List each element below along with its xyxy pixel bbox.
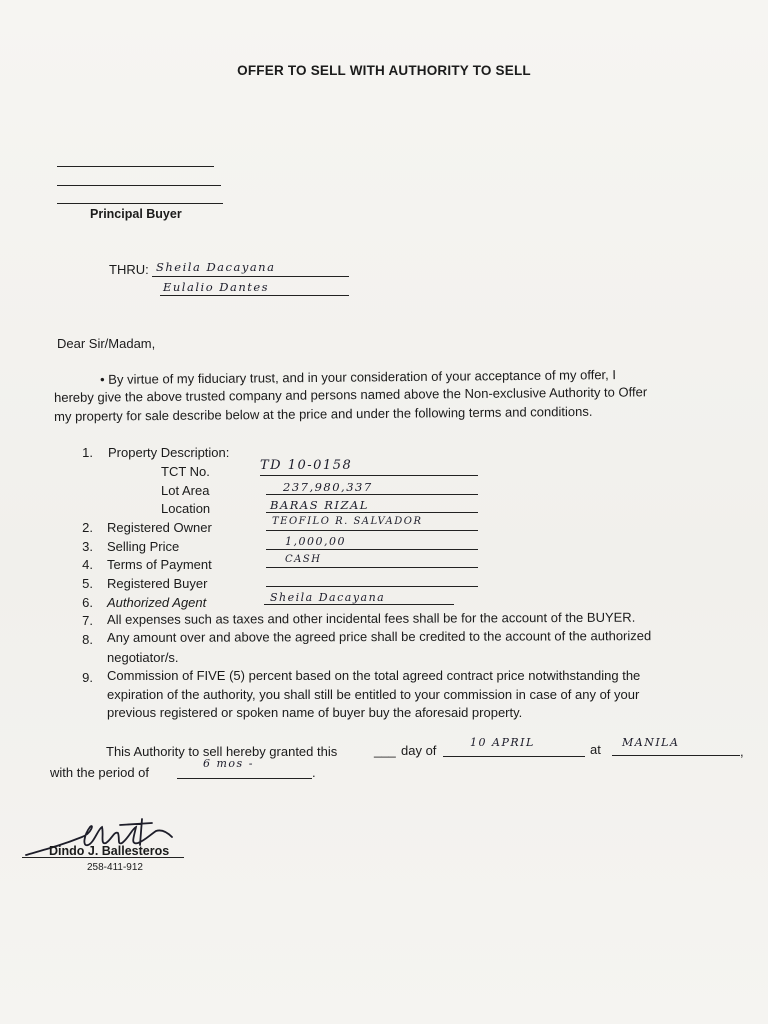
- intro-line-3: my property for sale describe below at the price and under the following terms and conditions.: [54, 403, 593, 424]
- item-number: 2.: [82, 520, 93, 535]
- item-label-property-description: Property Description:: [108, 445, 230, 460]
- tct-label: TCT No.: [161, 464, 210, 479]
- grant-place-line: [612, 755, 740, 756]
- item-label-registered-owner: Registered Owner: [107, 520, 212, 535]
- thru-line-1: [152, 276, 349, 277]
- lot-area-label: Lot Area: [161, 483, 210, 498]
- terms-of-payment-value: CASH: [285, 554, 322, 565]
- principal-buyer-label: Principal Buyer: [90, 207, 182, 221]
- tct-value: TD 10-0158: [260, 458, 353, 473]
- period-line: [177, 778, 312, 779]
- thru-name-2: Eulalio Dantes: [163, 280, 270, 294]
- salutation: Dear Sir/Madam,: [57, 336, 156, 351]
- item-label-registered-buyer: Registered Buyer: [107, 576, 208, 591]
- registered-owner-value: TEOFILO R. SALVADOR: [272, 516, 423, 527]
- location-line: [266, 512, 478, 513]
- thru-label: THRU:: [109, 262, 149, 277]
- grant-comma: ,: [740, 744, 744, 759]
- item-number: 4.: [82, 557, 93, 572]
- thru-name-1: Sheila Dacayana: [156, 260, 276, 274]
- registered-owner-line: [266, 530, 478, 531]
- grant-place-value: MANILA: [622, 736, 680, 749]
- authorized-agent-value: Sheila Dacayana: [270, 591, 386, 604]
- period-prefix: with the period of: [50, 765, 150, 780]
- lot-area-value: 237,980,337: [283, 480, 373, 494]
- item-9-line-3: previous registered or spoken name of buyer buy the aforesaid property.: [107, 705, 523, 720]
- item-number: 7.: [82, 613, 93, 628]
- signatory-name: Dindo J. Ballesteros: [49, 844, 170, 858]
- grant-date-line: [443, 756, 585, 757]
- period-dot: .: [312, 765, 316, 780]
- grant-day-blank: ___: [374, 743, 396, 758]
- intro-line-1: • By virtue of my fiduciary trust, and in your consideration of your acceptance of my offer, I: [100, 367, 617, 387]
- item-number: 3.: [82, 539, 93, 554]
- signatory-number: 258-411-912: [87, 862, 143, 873]
- item-label-terms-of-payment: Terms of Payment: [107, 557, 212, 572]
- period-value: 6 mos -: [203, 757, 254, 770]
- item-number: 1.: [82, 445, 93, 460]
- item-number: 8.: [82, 632, 93, 647]
- authorized-agent-line: [264, 604, 454, 605]
- principal-line-2: [57, 185, 221, 186]
- item-8-line-2: negotiator/s.: [107, 650, 179, 665]
- principal-line-1: [57, 166, 214, 167]
- item-7-text: All expenses such as taxes and other incidental fees shall be for the account of the BUYER.: [107, 609, 636, 627]
- registered-buyer-line: [266, 586, 478, 587]
- item-label-selling-price: Selling Price: [107, 539, 180, 554]
- document-title: OFFER TO SELL WITH AUTHORITY TO SELL: [237, 63, 531, 78]
- tct-line: [260, 475, 478, 476]
- item-8-line-1: Any amount over and above the agreed price shall be credited to the account of the authorized: [107, 628, 652, 645]
- lot-area-line: [266, 494, 478, 495]
- grant-prefix: This Authority to sell hereby granted this: [106, 744, 338, 759]
- intro-line-2: hereby give the above trusted company and persons named above the Non-exclusive Authority to Offer: [54, 384, 648, 405]
- signatory-line: [22, 857, 184, 858]
- grant-day-of: day of: [401, 743, 437, 758]
- item-9-line-1: Commission of FIVE (5) percent based on the total agreed contract price notwithstanding the: [107, 668, 641, 683]
- grant-at: at: [590, 742, 601, 757]
- selling-price-value: 1,000,00: [285, 535, 346, 548]
- item-9-line-2: expiration of the authority, you shall still be entitled to your commission in case of any of your: [107, 687, 640, 702]
- principal-line-3: [57, 203, 223, 204]
- terms-of-payment-line: [266, 567, 478, 568]
- grant-date-value: 10 APRIL: [470, 736, 535, 749]
- selling-price-line: [266, 549, 478, 550]
- item-label-authorized-agent: Authorized Agent: [107, 595, 207, 610]
- location-value: BARAS RIZAL: [270, 498, 369, 512]
- location-label: Location: [161, 501, 211, 516]
- thru-line-2: [160, 295, 349, 296]
- item-number: 6.: [82, 595, 93, 610]
- item-number: 9.: [82, 670, 93, 685]
- item-number: 5.: [82, 576, 93, 591]
